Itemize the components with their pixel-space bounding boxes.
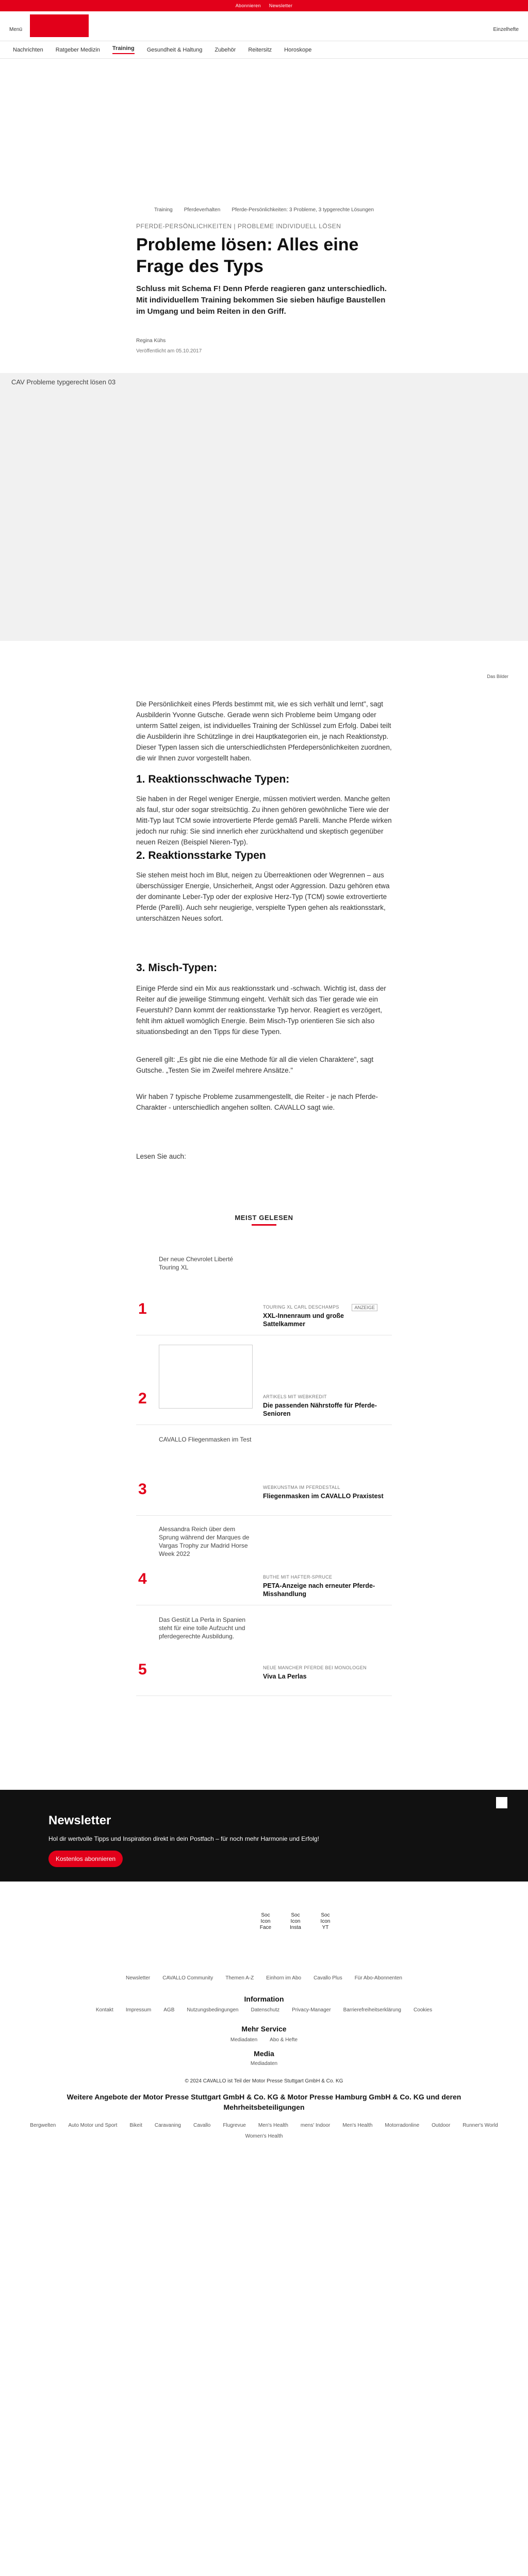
most-read-kicker: TOURING XL CARL DESCHAMPS [263,1304,339,1310]
article-date: Veröffentlicht am 05.10.2017 [136,348,202,354]
brand-link[interactable]: Bikeit [129,2123,142,2128]
breadcrumb-item[interactable]: Training [154,207,173,213]
most-read-item[interactable] [136,1435,392,1516]
einzelhefte-link[interactable]: Einzelhefte [493,27,519,32]
section-heading: 2. Reaktionsstarke Typen [136,850,266,861]
article-paragraph: Einige Pferde sind ein Mix aus reaktionsstark und -schwach. Wichtig ist, dass der Reiter auf die jeweilige Stimmung eingeht. Verhält sich das Tier gerade wie ein Feuerstuhl? Dann kommt der reaktionsstarke Typ hervor. Reagiert es verzögert, fehlt ihm aktuell womöglich Energie. Beim Misch-Typ orientieren Sie sich also situationsbedingt an den Tipps für diese Typen. [136,985,386,1036]
most-read-number: 2 [138,1390,147,1407]
network-brands [15,2123,513,2139]
article-paragraph: Sie stehen meist hoch im Blut, neigen zu Überreaktionen oder Wegrennen – aus überschüssiger Energie, Unsicherheit, Angst oder Aggression. Dazu gehören etwa der dominante Leber-Typ oder der explosive Herz-Typ (TCM) sowie extrovertierte Pferde (Parelli). Auch sehr neugierige, verspielte Typen gehen als reaktionsstark, unterschätzen Neues sofort. [136,871,390,922]
brand-link[interactable]: Women's Health [245,2133,283,2139]
breadcrumb [0,207,528,213]
brand-link[interactable]: Bergwelten [30,2123,56,2128]
footer-heading: Media [254,2049,274,2058]
most-read-item[interactable] [136,1345,392,1425]
most-read-image-alt[interactable]: Das Gestüt La Perla in Spanien steht für eine tolle Aufzucht und pferdegerechte Ausbildung. [159,1616,246,1640]
most-read-title[interactable]: Die passenden Nährstoffe für Pferde-Senioren [263,1402,377,1417]
footer-link[interactable]: Cookies [413,2007,433,2013]
brand-link[interactable]: Caravaning [154,2123,181,2128]
main-nav [0,41,528,59]
most-read-image-alt[interactable]: Alessandra Reich über dem Sprung während der Marques de Vargas Trophy zur Madrid Horse Week 2022 [159,1526,250,1557]
brand-link[interactable]: Men's Health [258,2123,288,2128]
brand-link[interactable]: Runner's World [463,2123,498,2128]
article-kicker: PFERDE-PERSÖNLICHKEITEN | PROBLEME INDIVIDUELL LÖSEN [136,223,341,230]
copyright: © 2024 CAVALLO ist Teil der Motor Presse Stuttgart GmbH & Co. KG [185,2078,343,2084]
most-read-number: 3 [138,1481,147,1498]
nav-item-zubehoer[interactable]: Zubehör [214,46,236,53]
topbar-abo-link[interactable]: Abonnieren [235,3,261,8]
nav-item-ratgeber-medizin[interactable]: Ratgeber Medizin [55,46,100,53]
most-read-item[interactable] [136,1255,392,1335]
brand-link[interactable]: Flugrevue [223,2123,246,2128]
most-read-title[interactable]: Fliegenmasken im CAVALLO Praxistest [263,1493,384,1500]
nav-item-training[interactable]: Training [112,45,135,54]
footer-link[interactable]: Newsletter [126,1975,151,1981]
newsletter-subscribe-button[interactable]: Kostenlos abonnieren [48,1851,123,1867]
brand-link[interactable]: Men's Health [342,2123,373,2128]
most-read-item[interactable] [136,1616,392,1696]
brand-link[interactable]: Cavallo [193,2123,211,2128]
most-read-kicker: ARTIKELS MIT WEBKREDIT [263,1394,327,1399]
ad-badge: ANZEIGE [352,1304,377,1311]
most-read-item[interactable] [136,1525,392,1605]
brand-link[interactable]: Motorradonline [385,2123,420,2128]
most-read-image-alt[interactable]: Der neue Chevrolet Liberté Touring XL [159,1256,234,1271]
brand-link[interactable]: mens' Indoor [300,2123,331,2128]
footer-link[interactable]: Datenschutz [251,2007,280,2013]
footer-link[interactable]: Für Abo-Abonnenten [354,1975,402,1981]
footer-link[interactable]: Nutzungsbedingungen [187,2007,239,2013]
footer-link[interactable]: CAVALLO Community [162,1975,213,1981]
brand-link[interactable]: Auto Motor und Sport [68,2123,118,2128]
most-read-heading: MEIST GELESEN [235,1214,293,1222]
most-read-number: 4 [138,1570,147,1587]
footer-link[interactable]: Privacy-Manager [292,2007,331,2013]
most-read-kicker: WEBKUNSTMA IM PFERDESTALL [263,1485,340,1490]
most-read-number: 1 [138,1300,147,1317]
footer-link[interactable]: Themen A-Z [225,1975,254,1981]
instagram-icon[interactable]: Soc Icon Insta [290,1912,301,1930]
youtube-icon[interactable]: Soc Icon YT [320,1912,331,1930]
close-icon[interactable] [496,1797,507,1808]
brand-link[interactable]: Outdoor [432,2123,451,2128]
footer-link[interactable]: Abo & Hefte [270,2037,298,2043]
footer-links-primary [0,1975,528,1981]
facebook-icon[interactable]: Soc Icon Face [259,1912,272,1930]
footer-link[interactable]: Impressum [125,2007,152,2013]
most-read-title[interactable]: Viva La Perlas [263,1673,307,1680]
article-teaser: Schluss mit Schema F! Denn Pferde reagieren ganz unterschiedlich. Mit individuellem Training bekommen Sie sieben häufige Baustellen im Umgang und beim Reiten in den Griff. [136,284,387,316]
nav-item-gesundheit[interactable]: Gesundheit & Haltung [146,46,203,53]
page-title: Probleme lösen: Alles eine Frage des Typs [136,235,359,276]
read-also-label: Lesen Sie auch: [136,1153,186,1160]
most-read-image[interactable] [159,1345,253,1409]
nav-item-nachrichten[interactable]: Nachrichten [13,46,43,53]
article-paragraph: Wir haben 7 typische Probleme zusammengestellt, die Reiter - je nach Pferde-Charakter - unterschiedlich angehen sollten. CAVALLO sagt wie. [136,1093,378,1111]
most-read-title[interactable]: PETA-Anzeige nach erneuter Pferde-Misshandlung [263,1582,375,1598]
image-credit: Das Bilder [487,674,508,679]
section-heading: 1. Reaktionsschwache Typen: [136,773,290,785]
network-heading: Weitere Angebote der Motor Presse Stuttgart GmbH & Co. KG & Motor Presse Hamburg GmbH & Co. KG und deren Mehrheitsbeteiligungen [67,2093,461,2111]
site-header [0,11,528,41]
most-read-kicker: NEUE MANCHER PFERDE BEI MONOLOGEN [263,1665,367,1670]
social-links [258,1912,333,1931]
footer-links-service [0,2037,528,2043]
footer-links-info [0,2007,528,2013]
section-heading: 3. Misch-Typen: [136,962,218,974]
footer-link[interactable]: AGB [163,2007,175,2013]
newsletter-title: Newsletter [48,1814,111,1827]
footer-link[interactable]: Cavallo Plus [314,1975,342,1981]
most-read-number: 5 [138,1661,147,1678]
footer-heading: Information [244,1995,284,2003]
breadcrumb-item[interactable]: Pferdeverhalten [184,207,221,213]
footer-heading: Mehr Service [241,2025,287,2033]
nav-item-horoskope[interactable]: Horoskope [284,46,312,53]
footer-link[interactable]: Kontakt [95,2007,113,2013]
site-logo[interactable] [30,14,89,37]
newsletter-text: Hol dir wertvolle Tipps und Inspiration direkt in dein Postfach – für noch mehr Harmonie und Erfolg! [48,1835,319,1842]
newsletter-banner [0,1790,528,1882]
most-read-underline [252,1224,276,1226]
nav-item-reitersitz[interactable]: Reitersitz [248,46,272,53]
most-read-image-alt[interactable]: CAVALLO Fliegenmasken im Test [159,1436,252,1443]
footer-link[interactable]: Mediadaten [250,2061,278,2066]
article-author[interactable]: Regina Kühs [136,338,166,344]
hero-image-alt: CAV Probleme typgerecht lösen 03 [11,378,116,386]
footer-links-media [0,2061,528,2066]
footer-link[interactable]: Barrierefreiheitserklärung [343,2007,401,2013]
hero-image [0,373,528,641]
footer-link[interactable]: Mediadaten [230,2037,258,2043]
article-paragraph: Sie haben in der Regel weniger Energie, müssen motiviert werden. Manche gelten als faul, stur oder sogar streitsüchtig. Zu ihnen gehören gewöhnliche Tiere wie der Mitt-Typ laut TCM sowie introvertierte Pferde gemäß Parelli. Manche Pferde wirken jedoch nur ruhig: Sie sind innerlich eher zurückhaltend und skeptisch gegenüber neuen Reizen (Beispiel Nieren-Typ). [136,795,392,846]
most-read-title[interactable]: XXL-Innenraum und große Sattelkammer [263,1312,344,1328]
top-promo-bar [0,0,528,11]
article-paragraph: Die Persönlichkeit eines Pferds bestimmt mit, wie es sich verhält und lernt", sagt Ausbilderin Yvonne Gutsche. Gerade wenn sich Probleme beim Umgang oder unterm Sattel zeigen, ist individuelles Training der Schlüssel zum Erfolg. Dabei teilt die Ausbilderin ihre Schützlinge in drei Hauptkategorien ein, je nach Reaktionstyp. Dieser Typen lassen sich die unterschiedlichsten Pferdepersönlichkeiten zuordnen, die wir Ihnen zuvor vorgestellt haben. [136,700,392,762]
breadcrumb-item-current: Pferde-Persönlichkeiten: 3 Probleme, 3 typgerechte Lösungen [232,207,374,213]
article-paragraph: Generell gilt: „Es gibt nie die eine Methode für all die vielen Charaktere", sagt Gutsche. „Testen Sie im Zweifel mehrere Ansätze." [136,1056,374,1074]
menu-button[interactable]: Menü [9,27,23,32]
topbar-newsletter-link[interactable]: Newsletter [269,3,293,8]
footer-link[interactable]: Einhorn im Abo [266,1975,302,1981]
most-read-kicker: BUTHE MIT HAFTER-SPRUCE [263,1574,333,1580]
